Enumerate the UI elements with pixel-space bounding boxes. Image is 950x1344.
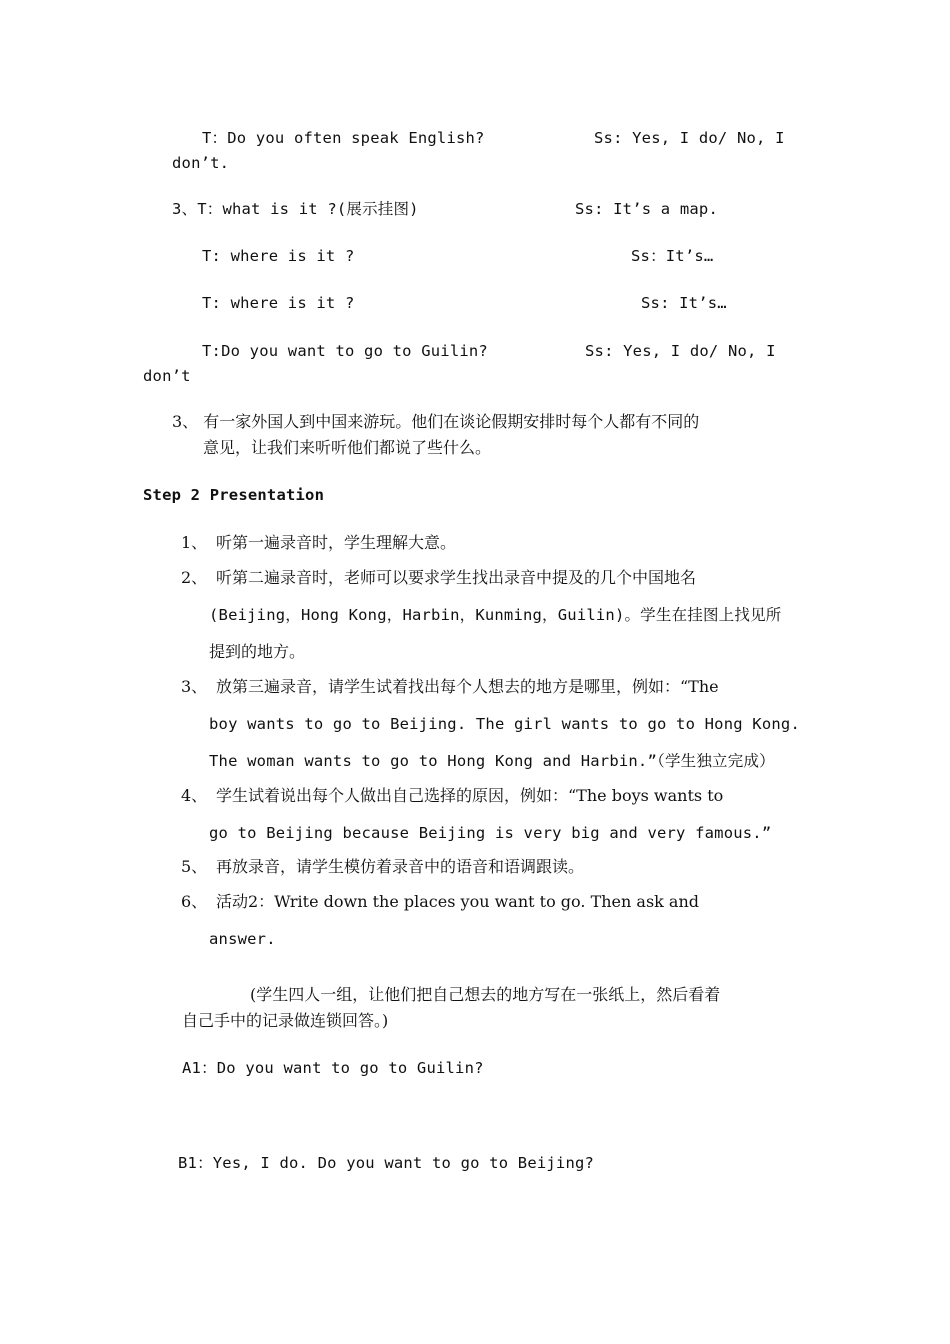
- example-dialogue-b1: B1：Yes, I do. Do you want to go to Beijing?: [178, 1154, 595, 1172]
- list-item-text: The woman wants to go to Hong Kong and Harbin.”（学生独立完成）: [209, 752, 775, 770]
- list-item-text: 活动2：Write down the places you want to go. Then ask and: [216, 892, 700, 911]
- dialogue-continuation: don’t: [143, 367, 191, 385]
- dialogue-teacher-line: 3、T：what is it ?(展示挂图): [172, 200, 419, 218]
- list-item-text: 提到的地方。: [209, 642, 306, 661]
- list-item-text: answer.: [209, 930, 276, 948]
- list-item-number: 2、: [181, 568, 208, 587]
- intro-paragraph: 3、 有一家外国人到中国来游玩。他们在谈论假期安排时每个人都有不同的: [172, 412, 700, 431]
- dialogue-students-line: Ss: Yes, I do/ No, I: [585, 342, 776, 360]
- list-item-text: go to Beijing because Beijing is very big and very famous.”: [209, 824, 772, 842]
- list-item-text: 听第二遍录音时，老师可以要求学生找出录音中提及的几个中国地名: [216, 568, 697, 587]
- list-item-text: 再放录音，请学生模仿着录音中的语音和语调跟读。: [216, 857, 585, 876]
- dialogue-teacher-line: T:Do you want to go to Guilin?: [202, 342, 488, 360]
- list-item-text: boy wants to go to Beijing. The girl wants to go to Hong Kong.: [209, 715, 800, 733]
- dialogue-teacher-line: T: where is it ?: [202, 294, 355, 312]
- list-item-number: 5、: [181, 857, 208, 876]
- list-item-text: 放第三遍录音，请学生试着找出每个人想去的地方是哪里，例如：“The: [216, 677, 719, 696]
- dialogue-teacher-line: T：Do you often speak English?: [202, 129, 485, 147]
- activity-note-continuation: 自己手中的记录做连锁回答。): [182, 1011, 389, 1030]
- dialogue-continuation: don’t.: [172, 154, 230, 172]
- dialogue-teacher-line: T: where is it ?: [202, 247, 355, 265]
- dialogue-students-line: Ss: It’s…: [641, 294, 727, 312]
- list-item-text: (Beijing，Hong Kong，Harbin，Kunming，Guilin)。学生在挂图上找见所: [209, 606, 782, 624]
- intro-paragraph-continuation: 意见，让我们来听听他们都说了些什么。: [203, 438, 492, 457]
- section-heading: Step 2 Presentation: [143, 486, 325, 504]
- list-item-text: 听第一遍录音时，学生理解大意。: [216, 533, 457, 552]
- list-item-number: 4、: [181, 786, 208, 805]
- list-item-text: 学生试着说出每个人做出自己选择的原因，例如：“The boys wants to: [216, 786, 724, 805]
- list-item-number: 1、: [181, 533, 208, 552]
- dialogue-students-line: Ss: Yes, I do/ No, I: [594, 129, 785, 147]
- dialogue-students-line: Ss: It’s a map.: [575, 200, 718, 218]
- activity-note: (学生四人一组，让他们把自己想去的地方写在一张纸上，然后看着: [250, 985, 721, 1004]
- example-dialogue-a1: A1：Do you want to go to Guilin?: [182, 1059, 484, 1077]
- dialogue-students-line: Ss：It’s…: [631, 247, 714, 265]
- list-item-number: 6、: [181, 892, 208, 911]
- list-item-number: 3、: [181, 677, 208, 696]
